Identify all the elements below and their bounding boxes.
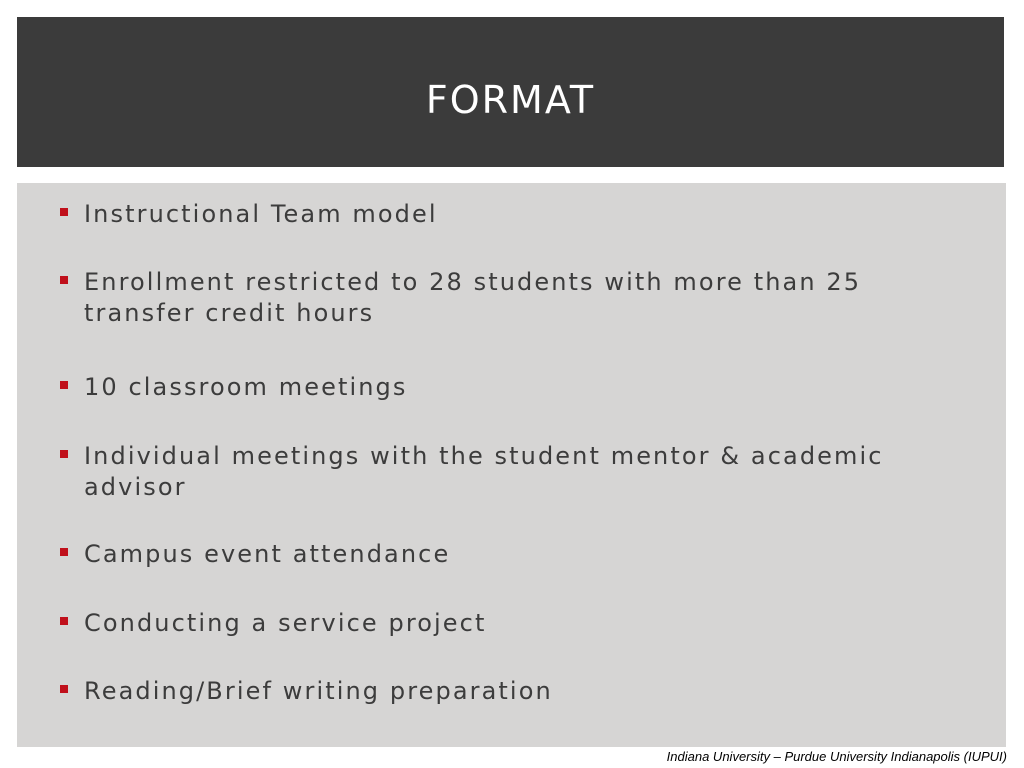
bullet-square-icon [60,381,68,389]
bullet-text: Enrollment restricted to 28 students with more than 25 transfer credit hours [84,268,862,327]
bullet-text: Conducting a service project [84,609,487,637]
bullet-text: Individual meetings with the student mentor & academic advisor [84,442,884,501]
bullet-item [60,372,920,403]
slide-title: FORMAT [425,78,596,122]
bullet-item [60,539,920,570]
bullet-item [60,441,920,503]
bullet-square-icon [60,276,68,284]
bullet-item [60,267,920,329]
bullet-item [60,199,920,230]
title-bar [17,17,1004,167]
bullet-text: 10 classroom meetings [84,373,408,401]
bullet-square-icon [60,450,68,458]
bullet-square-icon [60,208,68,216]
bullet-square-icon [60,685,68,693]
bullet-text: Reading/Brief writing preparation [84,677,553,705]
bullet-item [60,676,920,707]
footer-institution: Indiana University – Purdue University Indianapolis (IUPUI) [666,749,1007,764]
content-panel [17,183,1006,747]
bullet-square-icon [60,548,68,556]
bullet-square-icon [60,617,68,625]
bullet-item [60,608,920,639]
bullet-text: Instructional Team model [84,200,438,228]
bullet-text: Campus event attendance [84,540,451,568]
